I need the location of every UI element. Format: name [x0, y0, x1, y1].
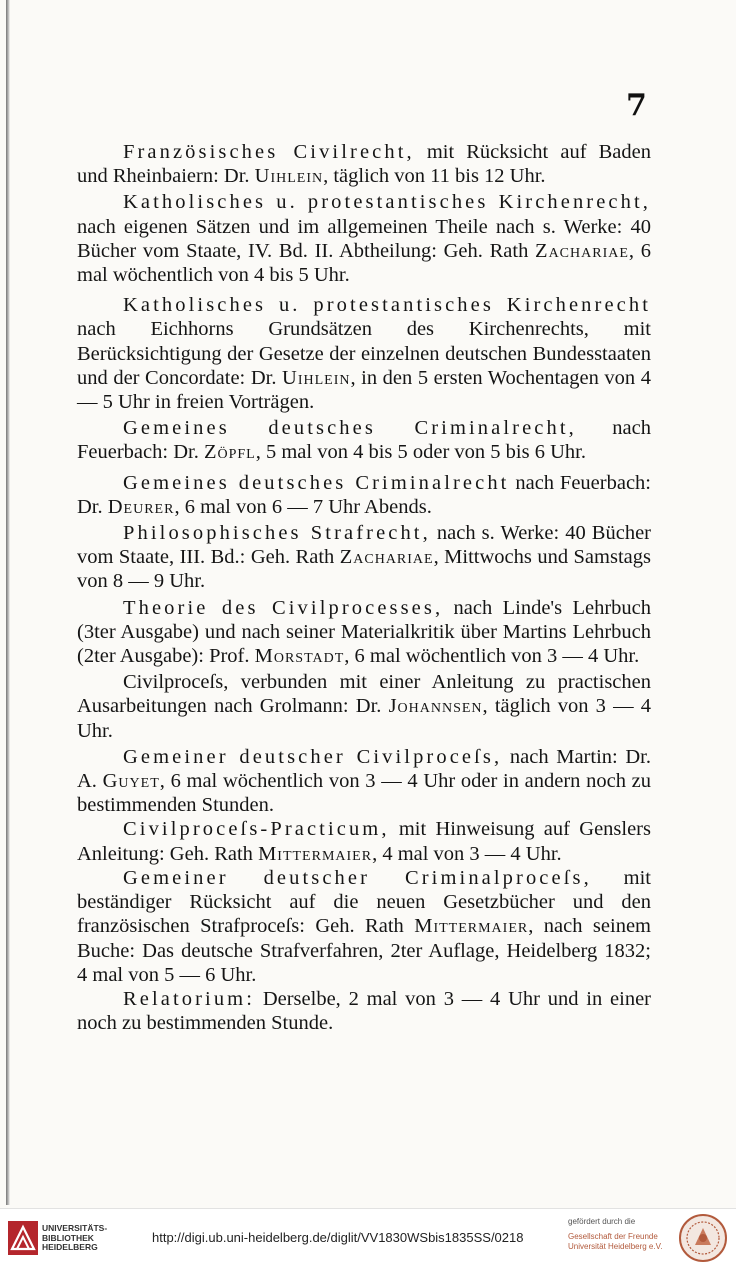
lecture-entry	[77, 817, 651, 865]
lecture-time: , Mittwochs und Samstags von 8 — 9 Uhr.	[77, 546, 651, 593]
lecture-subject: Philosophisches Strafrecht,	[123, 522, 431, 545]
lecture-time: , in den 5 ersten Wochentagen von 4 — 5 Uhr in freien Vorträgen.	[77, 366, 651, 414]
sponsor-name-line: Gesellschaft der Freunde	[568, 1232, 658, 1241]
lecturer-name: Morstadt	[254, 645, 345, 668]
lecture-entry	[77, 471, 651, 519]
lecture-entry	[77, 670, 651, 743]
sponsor-name-line: Universität Heidelberg e.V.	[568, 1242, 663, 1251]
lecture-details: nach Feuerbach: Dr.	[77, 417, 651, 464]
lecture-time: , täglich von 11 bis 12 Uhr.	[323, 165, 546, 188]
library-name-line: UNIVERSITÄTS-	[42, 1223, 108, 1233]
lecture-details: nach Feuerbach: Dr.	[77, 471, 651, 518]
lecturer-name: Zöpfl	[203, 441, 256, 464]
lecture-time: , täglich von 3 — 4 Uhr.	[77, 695, 651, 742]
page-number: 7	[626, 88, 647, 123]
lecture-entry	[77, 190, 651, 287]
lecture-subject: Gemeines deutsches Criminalrecht	[123, 471, 510, 494]
lecture-subject: Katholisches u. protestantisches Kirchenrecht,	[123, 191, 651, 214]
lecture-time: , 5 mal von 4 bis 5 oder von 5 bis 6 Uhr.	[255, 441, 586, 464]
lecturer-name: Mittermaier	[258, 842, 373, 865]
lecture-details: nach eigenen Sätzen und im allgemeinen Theile nach s. Werke: 40 Bücher vom Staate, IV. Bd. II. Abtheilung: Geh. Rath	[77, 215, 651, 262]
lecturer-name: Zachariae	[339, 546, 434, 569]
lecture-entry	[77, 866, 651, 987]
lecture-entry	[77, 596, 651, 669]
lecture-subject: Civilproceſs-Practicum,	[123, 818, 390, 841]
lecture-subject: Gemeines deutsches Criminalrecht,	[123, 417, 577, 440]
lecture-subject: Katholisches u. protestantisches Kirchenrecht	[123, 294, 651, 317]
lecture-entry	[77, 745, 651, 818]
lecture-entry	[77, 293, 651, 414]
lecture-details: Derselbe, 2 mal von 3 — 4 Uhr und in einer noch zu bestimmenden Stunde.	[77, 987, 651, 1035]
library-name-line: BIBLIOTHEK	[42, 1232, 94, 1243]
lecture-time: , nach seinem Buche: Das deutsche Strafverfahren, 2ter Auflage, Heidelberg 1832; 4 mal von 5 — 6 Uhr.	[77, 915, 651, 986]
lecture-time: , 6 mal wöchentlich von 4 bis 5 Uhr.	[77, 239, 651, 287]
binding-edge	[6, 0, 10, 1205]
lecture-subject: Theorie des Civilprocesses,	[123, 596, 444, 619]
sponsor-label: gefördert durch die	[568, 1217, 636, 1226]
permalink-url[interactable]: http://digi.ub.uni-heidelberg.de/diglit/VV1830WSbis1835SS/0218	[152, 1230, 524, 1245]
lecturer-name: Johannsen	[388, 695, 483, 718]
library-name-line: HEIDELBERG	[42, 1242, 98, 1252]
university-library-name	[42, 1224, 107, 1253]
lecture-subject: Gemeiner deutscher Civilproceſs,	[123, 745, 503, 768]
lecture-time: , 6 mal von 6 — 7 Uhr Abends.	[174, 495, 432, 518]
lecture-time: , 6 mal wöchentlich von 3 — 4 Uhr oder in andern noch zu bestimmenden Stunden.	[77, 770, 651, 817]
lecture-subject: Relatorium:	[123, 987, 256, 1010]
lecture-time: , 4 mal von 3 — 4 Uhr.	[372, 842, 562, 865]
university-seal-icon	[678, 1213, 728, 1263]
lecture-details: nach Martin: Dr. A.	[77, 745, 651, 793]
viewer-footer	[0, 1208, 736, 1265]
lecture-entry	[77, 521, 651, 594]
lecturer-name: Uihlein	[282, 366, 351, 389]
sponsor-name	[568, 1232, 662, 1252]
lecture-details: nach Eichhorns Grundsätzen des Kirchenrechts, mit Berücksichtigung der Gesetze der einzelnen deutschen Bundesstaaten und der Concordate: Dr.	[77, 318, 651, 389]
lecturer-name: Guyet	[102, 770, 160, 793]
lecture-time: , 6 mal wöchentlich von 3 — 4 Uhr.	[344, 645, 640, 668]
lecture-subject: Gemeiner deutscher Criminalproceſs,	[123, 866, 592, 889]
lecture-details: mit Rücksicht auf Baden und Rheinbaiern: Dr.	[77, 141, 652, 188]
lecturer-name: Deurer	[107, 495, 175, 518]
lecture-subject: Civilproceſs,	[123, 671, 229, 694]
university-library-logo-icon	[8, 1221, 38, 1255]
lecture-entry	[77, 416, 651, 464]
lecture-details: mit beständiger Rücksicht auf die neuen Gesetzbücher und den französischen Strafproceſs: Geh. Rath	[77, 866, 651, 938]
lecture-details: verbunden mit einer Anleitung zu practischen Ausarbeitungen nach Grolmann: Dr.	[77, 671, 651, 718]
lecturer-name: Uihlein	[254, 165, 324, 188]
lecture-list	[77, 140, 651, 1035]
lecture-entry	[77, 987, 651, 1035]
lecturer-name: Zachariae	[535, 239, 629, 262]
lecture-details: nach s. Werke: 40 Bücher vom Staate, III. Bd.: Geh. Rath	[77, 522, 652, 569]
lecture-details: nach Linde's Lehrbuch (3ter Ausgabe) und nach seiner Materialkritik über Martins Lehrbuch (2ter Ausgabe): Prof.	[77, 596, 651, 668]
lecture-subject: Französisches Civilrecht,	[123, 141, 415, 163]
lecture-entry	[77, 140, 651, 188]
lecturer-name: Mittermaier	[414, 915, 529, 938]
lecture-details: mit Hinweisung auf Genslers Anleitung: Geh. Rath	[77, 818, 651, 865]
